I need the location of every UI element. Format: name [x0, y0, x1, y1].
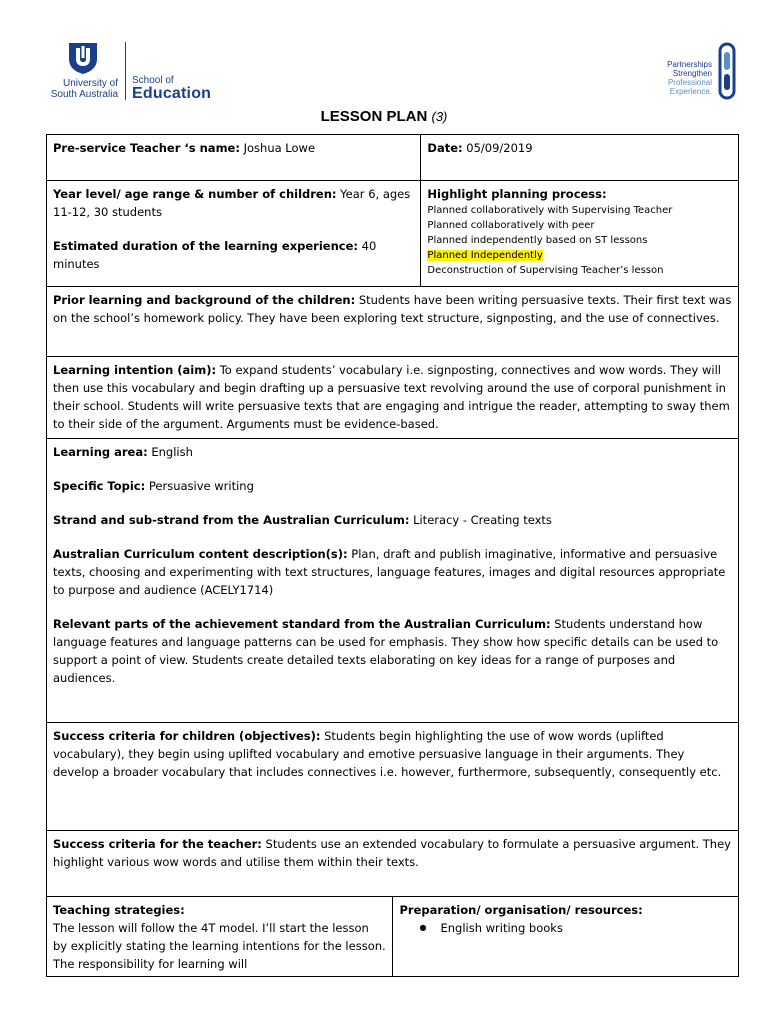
specific-topic — [53, 477, 732, 495]
university-name-line1: University of — [62, 78, 118, 89]
row-success-teacher — [47, 831, 739, 897]
success-children-value: Students begin highlighting the use of wow words (uplifted vocabulary), they begin using uplifted vocabulary and emotive persuasive language in their arguments. They develop a broader vocabulary that includes connectives i.e. however, furthermore, subsequently, consequently etc. — [53, 729, 722, 779]
strand-value: Literacy - Creating texts — [409, 513, 552, 527]
planning-option-highlighted: Planned Independently — [427, 250, 543, 261]
teacher-label: Pre-service Teacher ‘s name: — [53, 141, 240, 155]
teacher-cell — [47, 135, 421, 181]
achievement-standard-value: Students understand how language features and language patterns can be used for emphasis. They show how specific details can be used to support a point of view. Students create detailed texts elaborating on key ideas for a range of purposes and audiences. — [53, 617, 719, 685]
preparation-label: Preparation/ organisation/ resources: — [399, 903, 643, 917]
success-teacher-label: Success criteria for the teacher: — [53, 837, 262, 851]
partnerships-line3: Professional — [667, 78, 712, 87]
row-learning-intention — [47, 357, 739, 439]
year-level — [53, 185, 414, 221]
duration-value: 40 minutes — [53, 239, 377, 271]
row-curriculum — [47, 439, 739, 723]
spacer — [53, 221, 414, 237]
specific-topic-value: Persuasive writing — [145, 479, 254, 493]
planning-option: Deconstruction of Supervising Teacher’s lesson — [427, 265, 664, 276]
spacer — [53, 599, 732, 615]
year-level-label: Year level/ age range & number of children: — [53, 187, 337, 201]
learning-area-value: English — [147, 445, 193, 459]
planning-cell — [421, 181, 739, 287]
lesson-plan-table — [46, 134, 739, 977]
prior-learning-value: Students have been writing persuasive texts. Their first text was on the school’s homework policy. They have been exploring text structure, signposting, and the use of connectives. — [53, 293, 732, 325]
spacer — [53, 461, 732, 477]
prior-learning-label: Prior learning and background of the children: — [53, 293, 356, 307]
teaching-strategies-cell — [47, 897, 393, 977]
title-number: (3) — [431, 109, 448, 124]
planning-option: Planned collaboratively with peer — [427, 220, 595, 231]
achievement-standard — [53, 615, 732, 687]
content-description-value: Plan, draft and publish imaginative, informative and persuasive texts, choosing and experimenting with text structures, language features, images and digital resources appropriate to purpose and audience (ACELY1714) — [53, 547, 726, 597]
school-education-label: Education — [132, 85, 212, 102]
planning-label: Highlight planning process: — [427, 187, 607, 201]
learning-intention-cell — [47, 357, 739, 439]
partnerships-line4: Experience. — [669, 87, 712, 96]
logo-divider — [125, 42, 126, 100]
row-year-planning — [47, 181, 739, 287]
planning-option: Planned collaboratively with Supervising Teacher — [427, 205, 673, 216]
prior-learning-cell — [47, 287, 739, 357]
teacher-value: Joshua Lowe — [239, 141, 316, 155]
school-of-label: School of — [132, 75, 174, 86]
success-children-label: Success criteria for children (objectives): — [53, 729, 321, 743]
learning-intention-value: To expand students’ vocabulary i.e. signposting, connectives and wow words. They will then use this vocabulary and begin drafting up a persuasive text revolving around the use of corporal punishment in their school. Students will write persuasive texts that are engaging and intrigue the reader, attempting to sway them to their side of the argument. Arguments must be evidence-based. — [53, 363, 730, 431]
strand — [53, 511, 732, 529]
preparation-cell — [393, 897, 739, 977]
row-success-children — [47, 723, 739, 831]
partnerships-emblem-icon — [716, 42, 738, 100]
partnerships-text — [667, 60, 712, 96]
planning-option: Planned independently based on ST lessons — [427, 235, 648, 246]
row-prior-learning — [47, 287, 739, 357]
resource-item: ● English writing books — [419, 919, 732, 939]
resources-list — [399, 919, 732, 939]
spacer — [53, 529, 732, 545]
document-title — [0, 108, 768, 125]
teaching-strategies-value: The lesson will follow the 4T model. I’ll start the lesson by explicitly stating the learning intentions for the lesson. The responsibility for learning will — [53, 921, 386, 971]
learning-area — [53, 443, 732, 461]
duration-label: Estimated duration of the learning experience: — [53, 239, 358, 253]
learning-intention-label: Learning intention (aim): — [53, 363, 217, 377]
specific-topic-label: Specific Topic: — [53, 479, 146, 493]
success-children-cell — [47, 723, 739, 831]
partnerships-line2: Strengthen — [672, 69, 712, 78]
row-strategies — [47, 897, 739, 977]
learning-area-label: Learning area: — [53, 445, 148, 459]
teaching-strategies-label: Teaching strategies: — [53, 903, 185, 917]
university-name-line2: South Australia — [50, 89, 118, 100]
date-value: 05/09/2019 — [462, 141, 533, 155]
date-label: Date: — [427, 141, 463, 155]
unisa-logo — [46, 40, 212, 104]
date-cell — [421, 135, 739, 181]
unisa-shield-icon — [67, 41, 99, 75]
spacer — [53, 495, 732, 511]
year-duration-cell — [47, 181, 421, 287]
partnerships-line1: Partnerships — [667, 60, 712, 69]
strand-label: Strand and sub-strand from the Australian Curriculum: — [53, 513, 410, 527]
content-description-label: Australian Curriculum content description(s): — [53, 547, 348, 561]
duration — [53, 237, 414, 273]
row-teacher-date — [47, 135, 739, 181]
achievement-standard-label: Relevant parts of the achievement standard from the Australian Curriculum: — [53, 617, 551, 631]
partnerships-logo — [624, 40, 744, 102]
curriculum-cell — [47, 439, 739, 723]
content-description — [53, 545, 732, 599]
success-teacher-value: Students use an extended vocabulary to formulate a persuasive argument. They highlight various wow words and utilise them within their texts. — [53, 837, 731, 869]
success-teacher-cell — [47, 831, 739, 897]
title-text: LESSON PLAN — [320, 108, 428, 125]
year-level-value: Year 6, ages 11-12, 30 students — [53, 187, 411, 219]
university-name — [46, 78, 118, 100]
